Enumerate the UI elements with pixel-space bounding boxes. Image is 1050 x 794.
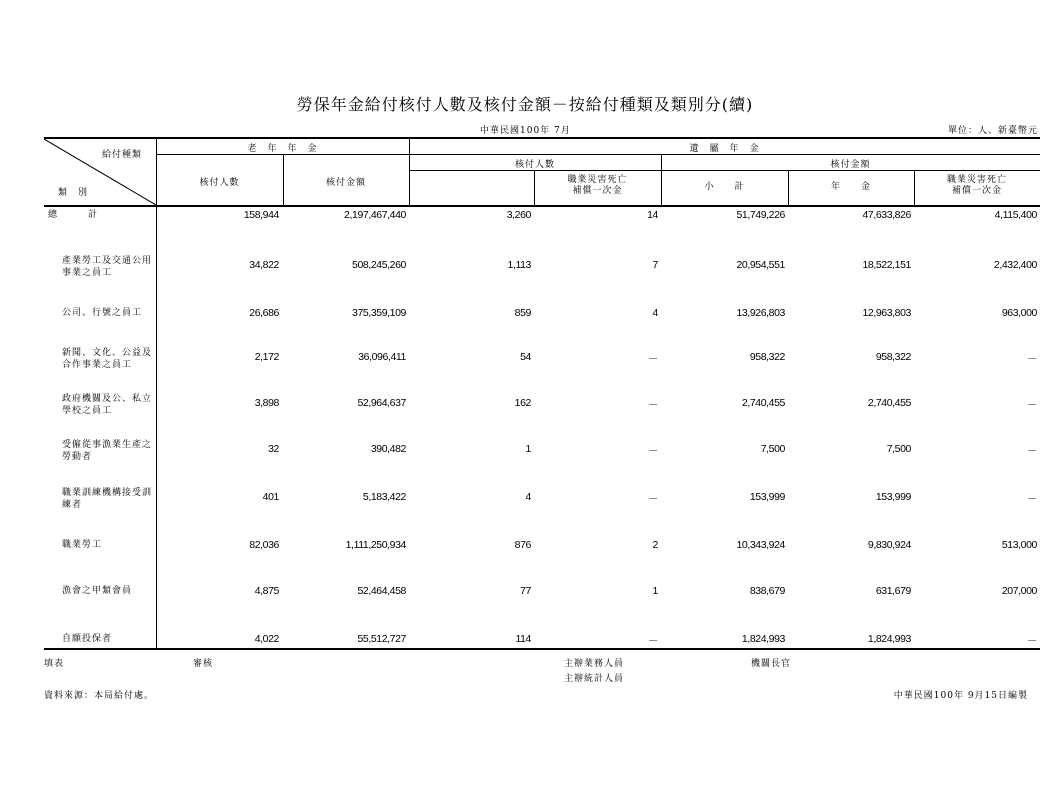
table-cell: 2,740,455 — [867, 397, 911, 409]
table-row — [44, 485, 1040, 515]
table-cell: 401 — [262, 491, 279, 503]
table-cell: － — [647, 635, 658, 647]
table-row — [44, 531, 1040, 561]
table-cell: 7,500 — [886, 443, 911, 455]
table-row — [44, 299, 1040, 329]
table-cell: 32 — [268, 443, 279, 455]
table-row — [44, 209, 1040, 239]
table-cell: 153,999 — [749, 491, 785, 503]
header-paid-persons: 核付人數 — [199, 178, 240, 188]
table-cell: 390,482 — [370, 443, 406, 455]
table-cell: 838,679 — [749, 585, 785, 597]
row-label: 新聞、文化、公益及合作事業之員工 — [62, 348, 153, 370]
table-row — [44, 625, 1040, 655]
table-cell: 3,260 — [506, 209, 531, 221]
header-accident-persons: 職業災害死亡 補償一次金 — [567, 175, 628, 196]
table-row — [44, 577, 1040, 607]
table-cell: 34,822 — [249, 259, 279, 271]
row-label: 公司、行號之員工 — [62, 308, 143, 318]
table-cell: － — [1026, 353, 1037, 365]
table-body — [44, 205, 1040, 649]
table-cell: 876 — [514, 539, 531, 551]
table-cell: 513,000 — [1001, 539, 1037, 551]
table-cell: 5,183,422 — [362, 491, 406, 503]
table-cell: 2 — [652, 539, 658, 551]
corner-top-label: 給付種類 — [102, 150, 143, 160]
table-cell: 9,830,924 — [867, 539, 911, 551]
table-cell: 55,512,727 — [357, 633, 406, 645]
table-row — [44, 253, 1040, 283]
table-cell: 2,740,455 — [741, 397, 785, 409]
row-label: 政府機關及公、私立學校之員工 — [62, 394, 153, 416]
table-cell: 12,963,803 — [862, 307, 911, 319]
table-row — [44, 391, 1040, 421]
table-cell: 114 — [515, 633, 531, 645]
table-cell: 2,172 — [254, 351, 279, 363]
row-label: 產業勞工及交通公用事業之員工 — [62, 256, 153, 278]
table-cell: 47,633,826 — [862, 209, 911, 221]
table-cell: 3,898 — [254, 397, 279, 409]
table-cell: 7,500 — [760, 443, 785, 455]
table-header — [44, 137, 1040, 207]
table-cell: 1,111,250,934 — [345, 539, 406, 551]
table-cell: 631,679 — [875, 585, 911, 597]
table-cell: 4 — [525, 491, 531, 503]
table-cell: 1,824,993 — [867, 633, 911, 645]
row-label: 總 計 — [48, 210, 99, 220]
table-cell: － — [647, 399, 658, 411]
table-cell: 1 — [652, 585, 658, 597]
header-accident-amount: 職業災害死亡 補償一次金 — [946, 175, 1007, 196]
table-cell: － — [1026, 445, 1037, 457]
table-cell: 859 — [514, 307, 531, 319]
unit-label: 單位：人、新臺幣元 — [947, 126, 1038, 136]
footer-statistics-head: 主辦統計人員 — [564, 674, 625, 684]
table-cell: 1 — [525, 443, 531, 455]
table-cell: 52,464,458 — [357, 585, 406, 597]
table-cell: 375,359,109 — [352, 307, 406, 319]
header-subtotal: 小 計 — [704, 182, 745, 192]
table-cell: 7 — [652, 259, 658, 271]
table-cell: 36,096,411 — [358, 351, 406, 363]
row-label: 漁會之甲類會員 — [62, 586, 133, 596]
footer-reviewer: 審核 — [193, 659, 214, 669]
table-cell: － — [1026, 493, 1037, 505]
table-cell: 207,000 — [1001, 585, 1037, 597]
header-survivor-persons: 核付人數 — [514, 160, 555, 170]
table-cell: 77 — [520, 585, 531, 597]
table-cell: 2,432,400 — [993, 259, 1037, 271]
table-cell: 10,343,924 — [736, 539, 785, 551]
table-cell: 2,197,467,440 — [344, 209, 406, 221]
table-cell: 18,522,151 — [862, 259, 911, 271]
table-cell: 963,000 — [1001, 307, 1037, 319]
table-cell: 958,322 — [875, 351, 911, 363]
table-cell: 52,964,637 — [357, 397, 406, 409]
corner-bottom-label: 類 別 — [58, 188, 89, 198]
header-pension: 年 金 — [830, 182, 871, 192]
header-paid-amount: 核付金額 — [325, 178, 366, 188]
row-label: 受僱從事漁業生產之勞動者 — [62, 440, 153, 462]
table-cell: 4,875 — [254, 585, 279, 597]
header-survivor-amount: 核付金額 — [830, 160, 871, 170]
table-cell: 158,944 — [243, 209, 279, 221]
table-cell: 82,036 — [249, 539, 279, 551]
table-cell: 20,954,551 — [736, 259, 785, 271]
footer-agency-head: 機關長官 — [751, 659, 792, 669]
table-cell: 1,113 — [507, 259, 531, 271]
table-cell: 54 — [520, 351, 531, 363]
footer-compiled: 中華民國100年 9月15日編製 — [893, 691, 1028, 701]
footer-tabulator: 填表 — [44, 659, 65, 669]
table-cell: 4,022 — [254, 633, 279, 645]
row-label: 職業勞工 — [62, 540, 103, 550]
table-cell: 508,245,260 — [352, 259, 406, 271]
table-cell: － — [1026, 399, 1037, 411]
table-row — [44, 437, 1040, 467]
table-cell: 13,926,803 — [736, 307, 785, 319]
table-cell: 162 — [514, 397, 531, 409]
row-label: 職業訓練機構接受訓練者 — [62, 488, 153, 510]
table-cell: 26,686 — [249, 307, 279, 319]
footer-source: 資料來源：本局給付處。 — [44, 691, 155, 701]
table-cell: － — [647, 353, 658, 365]
table-cell: 14 — [647, 209, 658, 221]
page-title: 勞保年金給付核付人數及核付金額－按給付種類及類別分(續) — [296, 95, 754, 114]
table-cell: － — [1026, 635, 1037, 647]
table-cell: 1,824,993 — [741, 633, 785, 645]
table-cell: － — [647, 445, 658, 457]
table-row — [44, 345, 1040, 375]
table-cell: 153,999 — [875, 491, 911, 503]
header-old-age: 老 年 年 金 — [247, 144, 318, 154]
header-survivor: 遺 屬 年 金 — [689, 144, 760, 154]
table-cell: 958,322 — [749, 351, 785, 363]
footer-business-head: 主辦業務人員 — [564, 659, 625, 669]
table-cell: 51,749,226 — [736, 209, 785, 221]
report-period: 中華民國100年 7月 — [480, 126, 571, 136]
table-cell: 4 — [652, 307, 658, 319]
table-cell: － — [647, 493, 658, 505]
row-label: 自願投保者 — [62, 634, 113, 644]
table-cell: 4,115,400 — [994, 209, 1037, 221]
